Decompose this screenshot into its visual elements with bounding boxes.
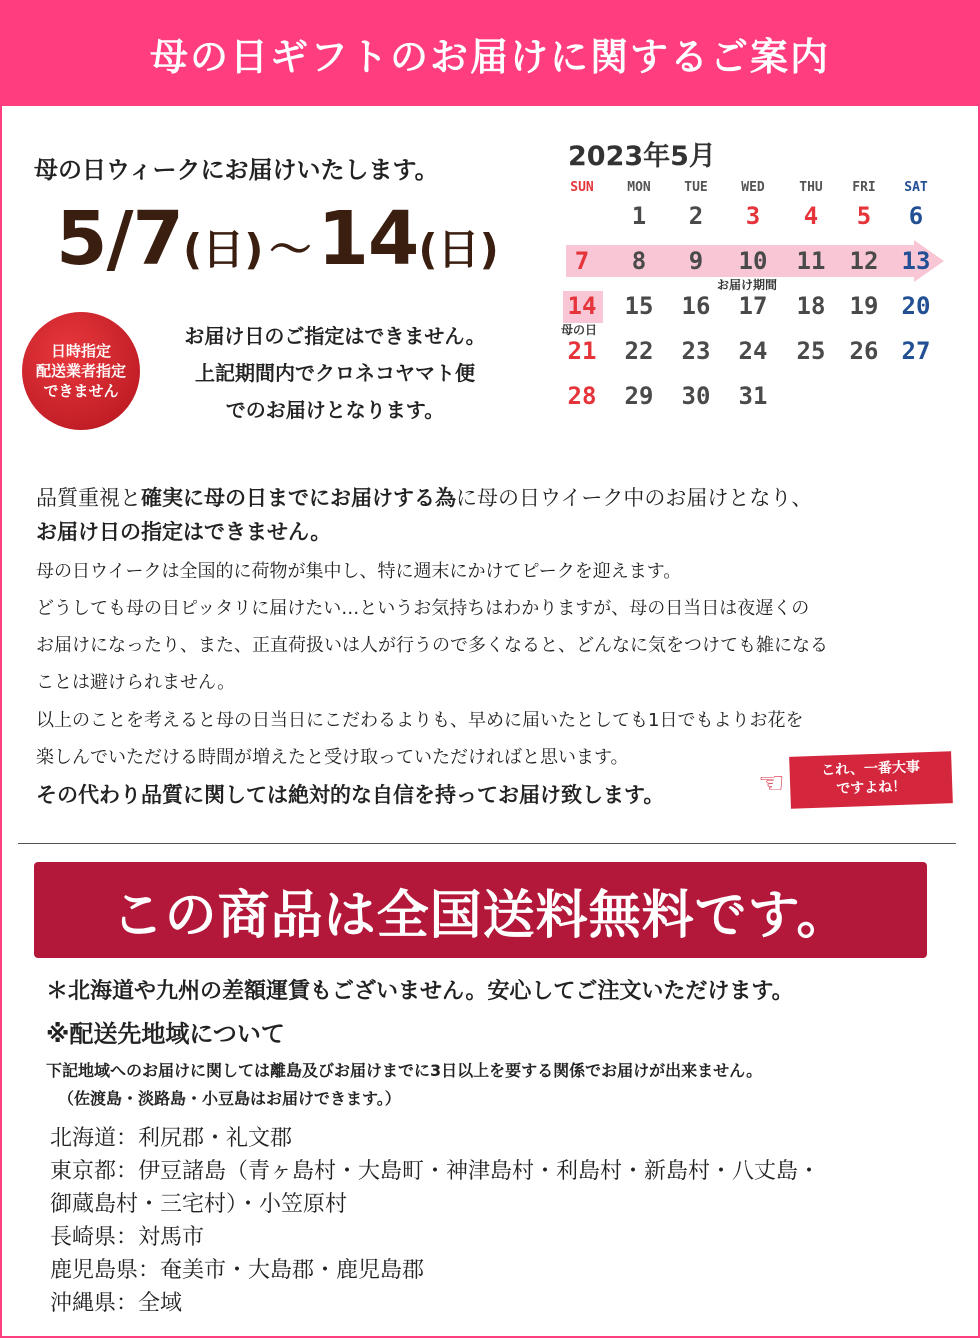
calendar-day: 14 (567, 292, 597, 320)
range-separator: ～ (269, 225, 312, 274)
notice-line: お届け日のご指定はできません。 (184, 324, 486, 348)
delivery-week-line: 母の日ウィークにお届けいたします。 (34, 156, 439, 184)
calendar-day: 15 (624, 292, 654, 320)
body-paragraph-line: 楽しんでいただける時間が増えたと受け取っていただければと思います。 (36, 747, 629, 768)
body-paragraph-line: どうしても母の日ピッタリに届けたい…というお気持ちはわかりますが、母の日当日は夜遅くの (36, 598, 810, 619)
calendar-day: 18 (796, 292, 826, 320)
region-line: 御蔵島村・三宅村）・小笠原村 (50, 1192, 348, 1217)
calendar-day: 24 (738, 337, 768, 365)
body-line-2: お届け日の指定はできません。 (36, 520, 332, 544)
mothers-day-label: 母の日 (561, 323, 598, 337)
range-end: 14 (317, 196, 419, 282)
weekday-header: SUN (570, 180, 594, 195)
calendar-day: 5 (856, 202, 872, 230)
shipping-note: ＊北海道や九州の差額運賃もございません。安心してご注文いただけます。 (46, 979, 794, 1004)
free-shipping-banner (34, 862, 927, 958)
calendar-day: 26 (849, 337, 879, 365)
area-exception: （佐渡島・淡路島・小豆島はお届けできます。） (58, 1089, 401, 1108)
body-paragraph-line: 以上のことを考えると母の日当日にこだわるよりも、早めに届いたとしても1日でもよりお花を (36, 710, 804, 731)
calendar-day: 16 (681, 292, 711, 320)
calendar-day: 28 (567, 382, 597, 410)
range-start: 5/7 (56, 196, 184, 282)
body-line-1 (36, 482, 812, 512)
body-paragraph-line: 母の日ウイークは全国的に荷物が集中し、特に週末にかけてピークを迎えます。 (36, 561, 682, 582)
calendar-title: 2023年5月 (568, 141, 716, 172)
calendar-day: 8 (631, 247, 647, 275)
calendar-day: 3 (745, 202, 761, 230)
calendar-day: 10 (738, 247, 768, 275)
calendar-day: 11 (796, 247, 826, 275)
calendar-day: 19 (849, 292, 879, 320)
calendar-day: 27 (901, 337, 931, 365)
delivery-date-range (56, 196, 499, 282)
body-paragraph-line: お届けになったり、また、正直荷扱いは人が行うので多くなると、どんなに気をつけても雑になる (36, 635, 828, 656)
delivery-notice (150, 318, 520, 429)
important-tag (789, 751, 953, 809)
no-date-designation-badge (22, 312, 140, 430)
calendar-day: 20 (901, 292, 931, 320)
tag-line: これ、一番大事 (820, 759, 921, 779)
quality-closing: その代わり品質に関しては絶対的な自信を持ってお届け致します。 (36, 783, 665, 807)
calendar-day: 23 (681, 337, 711, 365)
badge-line: できません (43, 382, 119, 401)
body-emphasis: 確実に母の日までにお届けする為 (141, 486, 456, 510)
period-label: お届け期間 (717, 278, 778, 292)
area-description: 下記地域へのお届けに関しては離島及びお届けまでに3日以上を要する関係でお届けが出来ません。 (46, 1061, 763, 1080)
calendar-day: 21 (567, 337, 597, 365)
calendar-day: 1 (631, 202, 647, 230)
calendar-day: 9 (688, 247, 704, 275)
weekday-header: SAT (904, 180, 928, 195)
area-title: ※配送先地域について (46, 1020, 285, 1048)
weekday-header: FRI (852, 180, 876, 195)
calendar-day: 6 (908, 202, 924, 230)
region-line: 沖縄県：全域 (50, 1291, 183, 1316)
region-line: 北海道：利尻郡・礼文郡 (50, 1126, 293, 1151)
free-shipping-text: この商品は全国送料無料です。 (111, 885, 850, 946)
weekday-header: THU (799, 180, 823, 195)
tag-line: ですよね！ (836, 778, 907, 798)
page-title: 母の日ギフトのお届けに関するご案内 (149, 34, 830, 79)
region-line: 東京都：伊豆諸島（青ヶ島村・大島町・神津島村・利島村・新島村・八丈島・ (50, 1159, 821, 1184)
calendar-day: 13 (901, 247, 931, 275)
region-line: 鹿児島県：奄美市・大島郡・鹿児島郡 (50, 1258, 425, 1283)
page-header (0, 0, 980, 106)
calendar-day: 12 (849, 247, 879, 275)
calendar-day: 7 (574, 247, 590, 275)
badge-line: 配送業者指定 (35, 361, 126, 380)
calendar-day: 29 (624, 382, 654, 410)
range-start-day: (日) (183, 225, 264, 274)
range-end-day: (日) (418, 225, 499, 274)
calendar-day: 31 (738, 382, 768, 410)
pointing-hand-icon: ☜ (758, 766, 785, 801)
calendar-day: 4 (803, 202, 819, 230)
body-text: 品質重視と (36, 486, 141, 510)
badge-line: 日時指定 (50, 341, 111, 360)
calendar-day: 22 (624, 337, 654, 365)
weekday-header: MON (627, 180, 651, 195)
notice-line: 上記期間内でクロネコヤマト便 (195, 361, 475, 385)
weekday-header: TUE (684, 180, 708, 195)
calendar-day: 2 (688, 202, 704, 230)
notice-line: でのお届けとなります。 (225, 398, 445, 422)
calendar-day: 17 (738, 292, 768, 320)
body-paragraph-line: ことは避けられません。 (36, 672, 236, 693)
section-divider (18, 843, 956, 844)
body-text: に母の日ウイーク中のお届けとなり、 (456, 486, 813, 510)
calendar-day: 30 (681, 382, 711, 410)
weekday-header: WED (741, 180, 765, 195)
calendar-day: 25 (796, 337, 826, 365)
region-line: 長崎県：対馬市 (50, 1225, 205, 1250)
